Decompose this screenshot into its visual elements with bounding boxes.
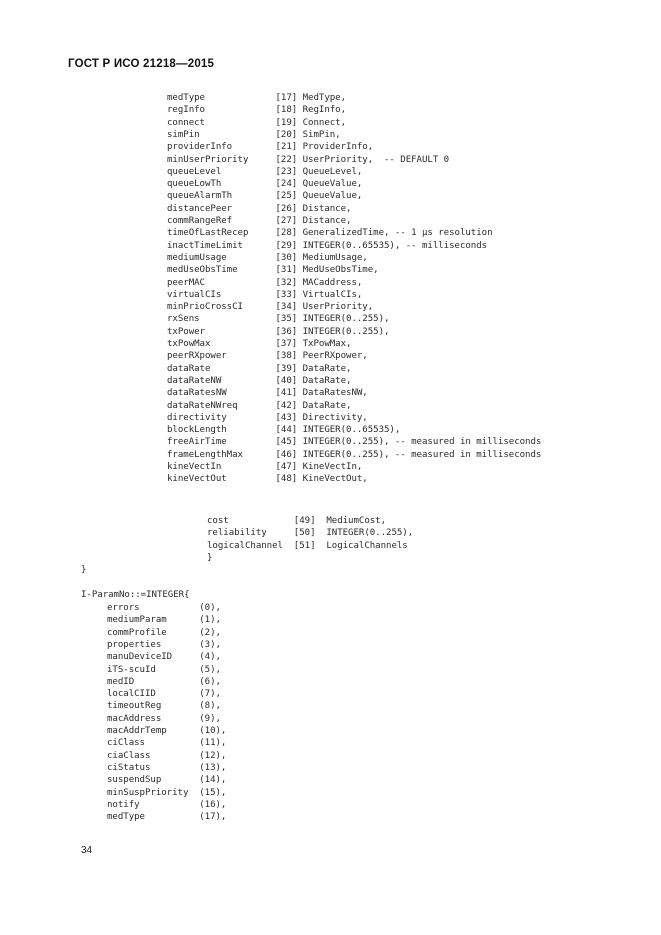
- code-line-medium-param-2: connect [19] Connect,: [167, 117, 347, 128]
- code-line-cost-3: }: [207, 552, 213, 563]
- code-line-param-no-entry-4: manuDeviceID (4),: [107, 652, 221, 663]
- code-line-cost-2: logicalChannel [51] LogicalChannels: [207, 540, 408, 551]
- page-number: 34: [81, 845, 93, 856]
- code-line-cost-1: reliability [50] INTEGER(0..255),: [207, 528, 414, 539]
- code-line-medium-param-31: kineVectOut [48] KineVectOut,: [167, 474, 368, 485]
- code-line-param-no-entry-13: ciStatus (13),: [107, 762, 227, 773]
- code-line-medium-param-30: kineVectIn [47] KineVectIn,: [167, 462, 363, 472]
- code-line-medium-param-25: dataRateNWreq [42] DataRate,: [167, 400, 352, 411]
- code-line-medium-param-21: peerRXpower [38] PeerRXpower,: [167, 351, 368, 362]
- code-line-medium-param-22: dataRate [39] DataRate,: [167, 363, 352, 374]
- code-line-param-no-entry-2: commProfile (2),: [107, 627, 221, 638]
- code-line-medium-param-14: medUseObsTime [31] MedUseObsTime,: [167, 265, 379, 276]
- code-line-outer-brace-0: }: [81, 565, 87, 575]
- code-line-medium-param-26: directivity [43] Directivity,: [167, 412, 368, 423]
- code-line-medium-param-12: inactTimeLimit [29] INTEGER(0..65535), -- milliseconds: [167, 240, 488, 251]
- code-line-param-no-entry-9: macAddress (9),: [107, 713, 221, 724]
- code-line-medium-param-1: regInfo [18] RegInfo,: [167, 105, 347, 116]
- code-line-medium-param-19: txPower [36] INTEGER(0..255),: [167, 326, 390, 337]
- code-line-medium-param-28: freeAirTime [45] INTEGER(0..255), -- measured in milliseconds: [167, 437, 542, 448]
- code-line-medium-param-17: minPrioCrossCI [34] UserPriority,: [167, 302, 374, 313]
- code-line-medium-param-0: medType [17] MedType,: [167, 93, 347, 103]
- code-line-medium-param-5: minUserPriority [22] UserPriority, -- DEFAULT 0: [167, 154, 450, 165]
- code-line-param-no-decl-0: I-ParamNo::=INTEGER{: [81, 590, 190, 600]
- code-line-medium-param-18: rxSens [35] INTEGER(0..255),: [167, 314, 390, 325]
- code-line-param-no-entry-11: ciClass (11),: [107, 738, 227, 749]
- code-line-medium-param-7: queueLowTh [24] QueueValue,: [167, 179, 363, 190]
- code-line-medium-param-4: providerInfo [21] ProviderInfo,: [167, 142, 374, 153]
- code-line-medium-param-15: peerMAC [32] MACaddress,: [167, 277, 363, 288]
- code-line-medium-param-10: commRangeRef [27] Distance,: [167, 216, 352, 226]
- code-line-param-no-entry-17: medType (17),: [107, 812, 227, 823]
- code-line-param-no-entry-1: mediumParam (1),: [107, 615, 221, 626]
- code-line-medium-param-29: frameLengthMax [46] INTEGER(0..255), -- measured in milliseconds: [167, 449, 542, 460]
- code-line-medium-param-8: queueAlarmTh [25] QueueValue,: [167, 191, 363, 202]
- code-line-param-no-entry-8: timeoutReg (8),: [107, 701, 221, 712]
- code-line-param-no-entry-12: ciaClass (12),: [107, 750, 227, 761]
- code-line-param-no-entry-16: notify (16),: [107, 799, 227, 810]
- code-line-medium-param-24: dataRatesNW [41] DataRatesNW,: [167, 388, 368, 399]
- code-line-medium-param-27: blockLength [44] INTEGER(0..65535),: [167, 425, 401, 436]
- code-line-medium-param-16: virtualCIs [33] VirtualCIs,: [167, 289, 363, 300]
- code-line-param-no-entry-6: medID (6),: [107, 676, 221, 687]
- code-line-param-no-entry-10: macAddrTemp (10),: [107, 726, 227, 736]
- code-line-param-no-entry-7: localCIID (7),: [107, 689, 221, 700]
- code-line-medium-param-13: mediumUsage [30] MediumUsage,: [167, 252, 368, 263]
- code-line-param-no-entry-14: suspendSup (14),: [107, 775, 227, 786]
- code-line-medium-param-9: distancePeer [26] Distance,: [167, 203, 352, 214]
- code-line-param-no-entry-3: properties (3),: [107, 639, 221, 650]
- code-line-medium-param-20: txPowMax [37] TxPowMax,: [167, 339, 352, 349]
- code-line-medium-param-3: simPin [20] SimPin,: [167, 129, 341, 140]
- code-line-param-no-entry-0: errors (0),: [107, 603, 221, 613]
- code-line-medium-param-6: queueLevel [23] QueueLevel,: [167, 166, 363, 177]
- code-line-param-no-entry-15: minSuspPriority (15),: [107, 787, 227, 798]
- code-line-param-no-entry-5: iTS-scuId (5),: [107, 664, 221, 675]
- standard-header: ГОСТ Р ИСО 21218—2015: [68, 58, 215, 70]
- code-line-medium-param-23: dataRateNW [40] DataRate,: [167, 375, 352, 386]
- code-line-cost-0: cost [49] MediumCost,: [207, 516, 387, 526]
- code-line-medium-param-11: timeOfLastRecep [28] GeneralizedTime, -- 1 µs resolution: [167, 228, 493, 239]
